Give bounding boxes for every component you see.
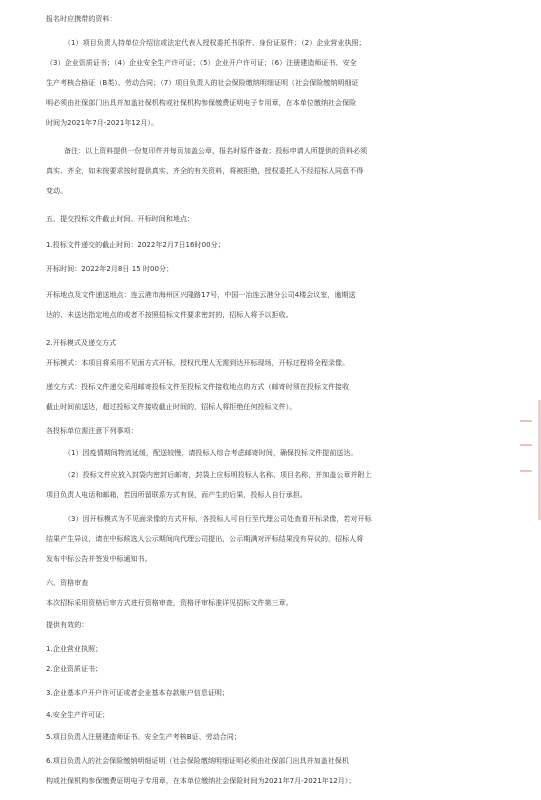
document-line: （3）因开标模式为不见面录像的方式开标，各投标人可自行至代理公司处查看开标录像，若对开标 — [64, 515, 372, 523]
document-line: 开标模式：本项目将采用不见面方式开标，授权代理人无需到达开标现场，开标过程将全程录像。 — [46, 359, 350, 367]
document-line: 2.开标模式及递交方式 — [46, 339, 117, 347]
document-line: 项目负责人电话和邮箱，若因所留联系方式有误，而产生的后果，投标人自行承担。 — [46, 491, 307, 499]
document-line: 各投标单位需注意下列事项： — [46, 427, 138, 435]
document-line: 真实、齐全，如未按要求按时提供真实、齐全的有关资料，将被拒绝，授权委托人不经招标人同意不得 — [46, 167, 364, 175]
document-line: 时间为2021年7月-2021年12月）。 — [46, 119, 159, 127]
document-line: 提供有效的： — [46, 621, 89, 629]
document-line: 5.项目负责人注册建造师证书、安全生产考核B证、劳动合同； — [46, 733, 241, 741]
document-line: 报名时应携带的资料： — [46, 15, 117, 23]
document-line: 生产考核合格证（B类）、劳动合同；（7）项目负责人的社会保险缴纳明细证明（社会保险缴纳明细证 — [46, 79, 359, 87]
document-line: 结果产生异议，请在中标候选人公示期间向代理公司提出，公示期满对评标结果没有异议的，招标人将 — [46, 535, 364, 543]
stamp-mark — [520, 420, 532, 422]
document-line: 递交方式：投标文件递交采用邮寄投标文件至投标文件接收地点的方式（邮寄时须在投标文件接收 — [46, 383, 350, 391]
document-line: 1.企业营业执照； — [46, 645, 103, 653]
document-line: 3.企业基本户开户许可证或者企业基本存款账户信息证明； — [46, 689, 230, 697]
stamp-mark — [520, 444, 532, 446]
document-line: 六、资格审查 — [46, 579, 89, 587]
document-line: 达的、未送达指定地点的或者不按照招标文件要求密封的，招标人将予以拒收。 — [46, 311, 293, 319]
document-line: 4.安全生产许可证； — [46, 711, 110, 719]
document-line: 截止时间前送达，超过投标文件接收截止时间的，招标人将拒绝任何投标文件）。 — [46, 403, 297, 411]
document-line: 明必须由社保部门出具并加盖社保机构或社保机构参保缴费证明电子专用章，在本单位缴纳社会保险 — [46, 99, 357, 107]
document-line: （1）项目负责人持单位介绍信或法定代表人授权委托书原件、身份证原件；（2）企业营业执照； — [64, 39, 366, 47]
document-line: 发布中标公告并签发中标通知书。 — [46, 555, 152, 563]
document-line: 构或社保机构参保缴费证明电子专用章，在本单位缴纳社会保险时间为2021年7月-2021年12月）； — [46, 777, 356, 785]
document-line: 备注：以上资料提供一份复印件并每页加盖公章，报名时原件备查；投标申请人所提供的资料必须 — [64, 147, 368, 155]
document-line: 6.项目负责人的社会保险缴纳明细证明（社会保险缴纳明细证明必须由社保部门出具并加盖社保机 — [46, 757, 349, 765]
document-line: （2）投标文件应放入封袋内密封后邮寄，封袋上应标明投标人名称、项目名称，并加盖公章并附上 — [64, 471, 372, 479]
document-line: （3）企业资质证书；（4）企业安全生产许可证；（5）企业开户许可证；（6）注册建造师证书、安全 — [46, 59, 357, 67]
document-line: 开标时间：2022年2月8日 15 时00分； — [46, 265, 174, 273]
document-line: 变动。 — [46, 187, 68, 195]
document-line: 开标地点及文件递送地点：连云港市海州区兴隆路17号，中国一冶连云港分公司4楼会议室，逾期送 — [46, 291, 356, 299]
document-line: （1）因疫情期间物流延缓，配送较慢，请投标人综合考虑邮寄时间，确保投标文件提前送达。 — [64, 449, 358, 457]
document-line: 五、提交投标文件截止时间、开标时间和地点： — [46, 215, 195, 223]
red-stamp-edge — [516, 400, 541, 520]
document-line: 1.投标文件递交的截止时间：2022年2月7日16时00分； — [46, 241, 225, 249]
document-line: 本次招标采用资格后审方式进行资格审查，资格评审标准详见招标文件第三章。 — [46, 599, 293, 607]
document-line: 2.企业资质证书； — [46, 665, 103, 673]
